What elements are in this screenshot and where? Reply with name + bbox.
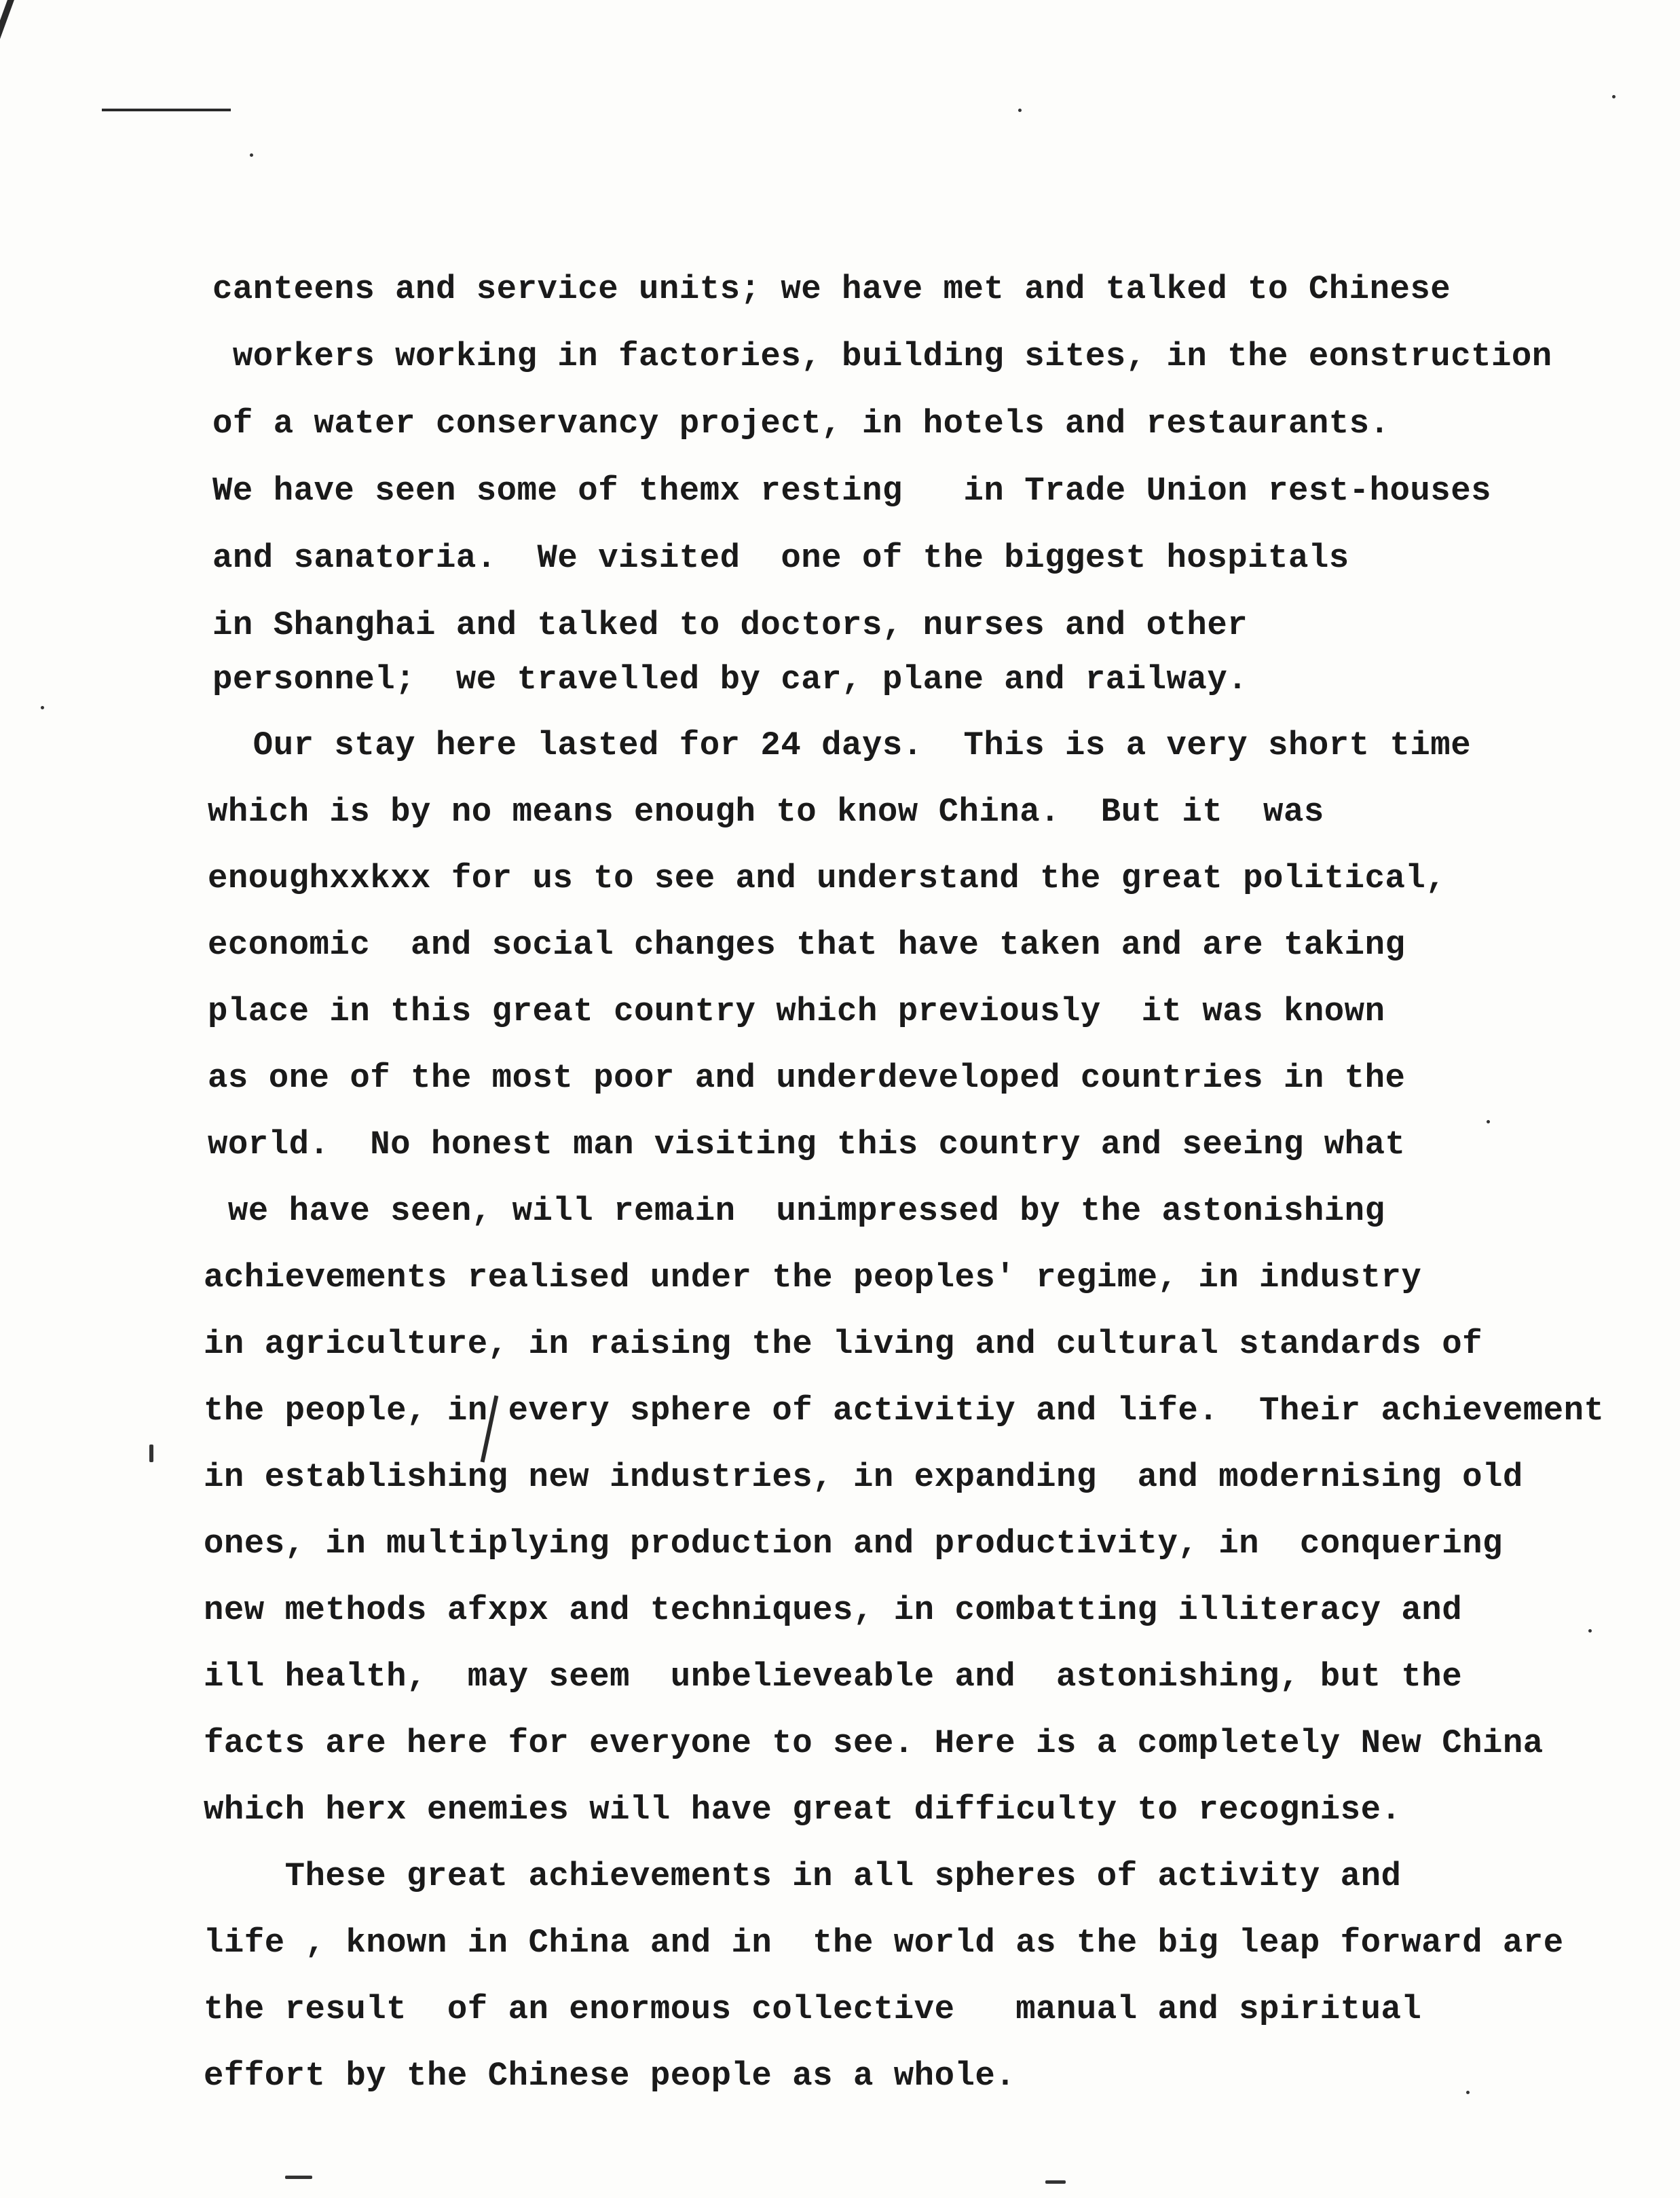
text-line: place in this great country which previously it was known: [208, 992, 1385, 1030]
text-line: ill health, may seem unbelieveable and astonishing, but the: [204, 1658, 1463, 1696]
text-line: ones, in multiplying production and productivity, in conquering: [204, 1525, 1503, 1563]
scan-speck: [1588, 1629, 1592, 1633]
scan-mark-top-left: [0, 0, 14, 41]
scan-speck: [1612, 95, 1616, 98]
scan-speck: [250, 153, 253, 157]
scan-mark-header-rule: [102, 109, 231, 111]
scan-speck: [41, 706, 44, 709]
text-line: facts are here for everyone to see. Here is a completely New China: [204, 1724, 1544, 1762]
text-line: achievements realised under the peoples' regime, in industry: [204, 1259, 1422, 1297]
text-line: in agriculture, in raising the living and cultural standards of: [204, 1325, 1483, 1363]
text-line: of a water conservancy project, in hotels and restaurants.: [212, 405, 1390, 443]
text-line: world. No honest man visiting this country and seeing what: [208, 1125, 1406, 1163]
text-line: which herx enemies will have great difficulty to recognise.: [204, 1791, 1402, 1829]
text-line: Our stay here lasted for 24 days. This is a very short time: [212, 726, 1472, 764]
text-line: canteens and service units; we have met and talked to Chinese: [212, 270, 1451, 308]
text-line: which is by no means enough to know China. But it was: [208, 793, 1324, 831]
text-line: life , known in China and in the world as the big leap forward are: [204, 1924, 1564, 1962]
text-line: personnel; we travelled by car, plane and railway.: [212, 660, 1248, 698]
text-line: in Shanghai and talked to doctors, nurses and other: [212, 606, 1248, 644]
text-line: and sanatoria. We visited one of the biggest hospitals: [212, 539, 1349, 577]
scan-speck: [149, 1445, 153, 1462]
text-line: These great achievements in all spheres of activity and: [204, 1857, 1402, 1895]
text-line: as one of the most poor and underdeveloped countries in the: [208, 1059, 1406, 1097]
text-line: enoughxxkxx for us to see and understand the great political,: [208, 859, 1446, 897]
scan-speck: [1487, 1120, 1490, 1123]
text-line: We have seen some of themx resting in Trade Union rest-houses: [212, 472, 1492, 510]
scan-speck: [1466, 2091, 1470, 2094]
text-line: we have seen, will remain unimpressed by the astonishing: [208, 1192, 1385, 1230]
text-line: the result of an enormous collective manual and spiritual: [204, 1990, 1422, 2028]
scan-speck: [1018, 109, 1022, 112]
text-line: effort by the Chinese people as a whole.: [204, 2057, 1016, 2095]
text-line: economic and social changes that have taken and are taking: [208, 926, 1406, 964]
text-line: the people, in every sphere of activitiy and life. Their achievement: [204, 1392, 1605, 1430]
scan-speck: [1045, 2180, 1066, 2184]
scan-speck: [285, 2176, 312, 2179]
text-line: workers working in factories, building sites, in the eonstruction: [212, 337, 1552, 375]
text-line: new methods afxpx and techniques, in combatting illiteracy and: [204, 1591, 1463, 1629]
text-line: in establishing new industries, in expanding and modernising old: [204, 1458, 1523, 1496]
